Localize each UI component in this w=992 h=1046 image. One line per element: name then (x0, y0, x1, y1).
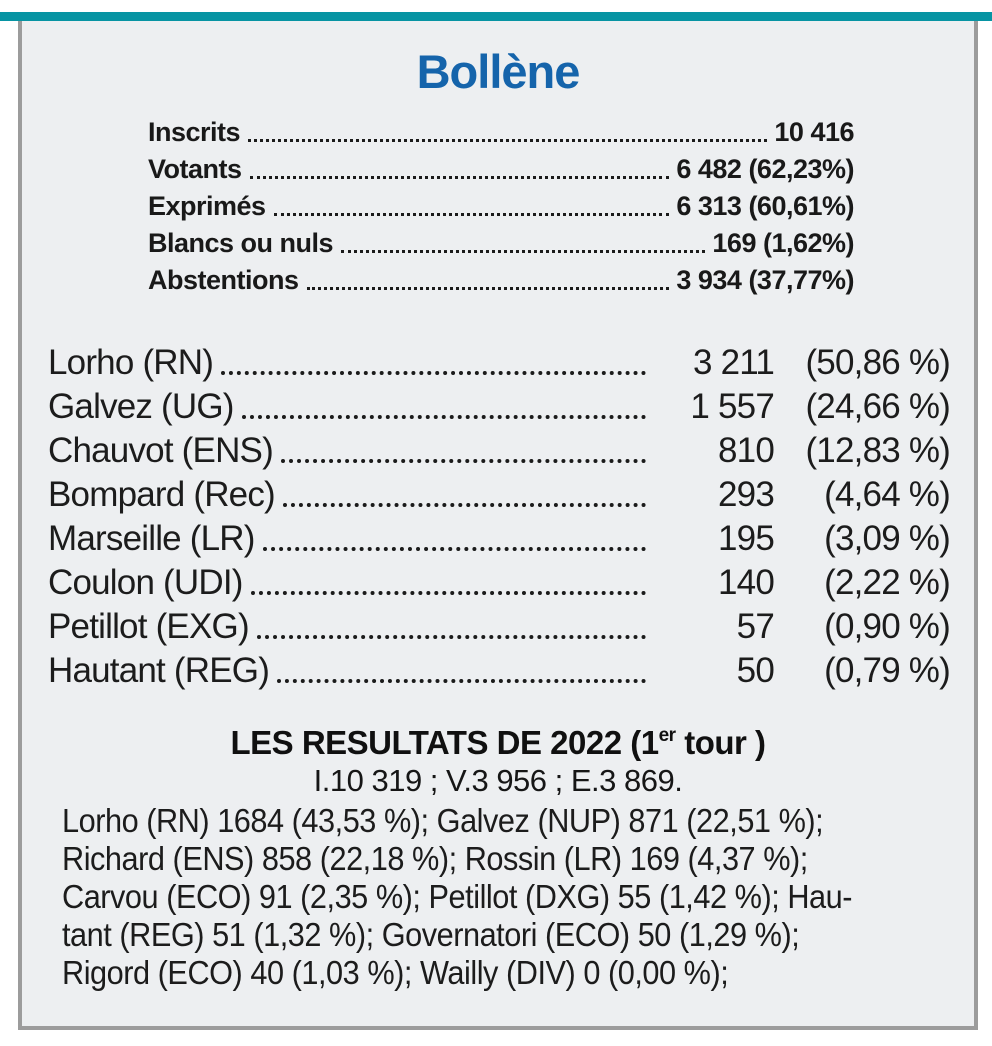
candidate-votes: 810 (718, 431, 774, 470)
candidate-percent: (50,86 %) (805, 343, 950, 382)
dot-leader (221, 371, 646, 375)
heading-text-suffix: tour ) (675, 724, 766, 761)
candidate-row (48, 429, 950, 473)
candidate-votes: 57 (736, 607, 774, 646)
dot-leader (281, 459, 646, 463)
candidate-row (48, 649, 950, 693)
candidate-percent: (0,90 %) (824, 607, 950, 646)
paragraph-line: Lorho (RN) 1684 (43,53 %); Galvez (NUP) 871 (22,51 %); (62, 802, 824, 839)
candidate-votes: 140 (718, 563, 774, 602)
candidate-percent: (4,64 %) (824, 475, 950, 514)
teal-accent-bar (0, 12, 992, 21)
candidate-name: Lorho (RN) (48, 343, 214, 382)
dot-leader (307, 287, 670, 290)
dot-leader (277, 679, 646, 683)
dot-leader (257, 635, 646, 639)
candidate-percent: (2,22 %) (824, 563, 950, 602)
previous-summary-line: I.10 319 ; V.3 956 ; E.3 869. (313, 763, 683, 798)
dot-leader (283, 503, 646, 507)
candidate-name: Chauvot (ENS) (48, 431, 273, 470)
dot-leader (250, 176, 670, 179)
paragraph-line: Rigord (ECO) 40 (1,03 %); Wailly (DIV) 0 (0,00 %); (62, 954, 729, 991)
turnout-label: Blancs ou nuls (148, 228, 334, 258)
candidate-name: Marseille (LR) (48, 519, 255, 558)
heading-superscript: er (658, 725, 676, 746)
dot-leader (248, 139, 767, 142)
previous-results-heading (22, 723, 974, 763)
candidate-votes: 293 (718, 475, 774, 514)
candidate-results-section (48, 341, 950, 693)
dot-leader (341, 250, 705, 253)
turnout-value: 169 (1,62%) (712, 228, 854, 258)
candidate-votes: 3 211 (693, 343, 774, 382)
candidate-name: Hautant (REG) (48, 651, 270, 690)
turnout-label: Exprimés (148, 191, 266, 221)
turnout-label: Abstentions (148, 265, 299, 295)
candidate-name: Bompard (Rec) (48, 475, 275, 514)
candidate-name: Galvez (UG) (48, 387, 234, 426)
city-title: Bollène (416, 45, 580, 98)
previous-results-paragraph (62, 802, 936, 992)
turnout-value: 6 313 (60,61%) (676, 191, 854, 221)
turnout-row (148, 262, 854, 299)
candidate-row (48, 605, 950, 649)
candidate-percent: (3,09 %) (824, 519, 950, 558)
candidate-name: Coulon (UDI) (48, 563, 243, 602)
turnout-row (148, 151, 854, 188)
dot-leader (242, 415, 646, 419)
paragraph-line: Carvou (ECO) 91 (2,35 %); Petillot (DXG) 55 (1,42 %); Hau- (62, 878, 853, 915)
turnout-row (148, 114, 854, 151)
candidate-votes: 195 (718, 519, 774, 558)
turnout-row (148, 188, 854, 225)
candidate-row (48, 517, 950, 561)
dot-leader (263, 547, 646, 551)
candidate-row (48, 385, 950, 429)
candidate-votes: 1 557 (690, 387, 774, 426)
candidate-votes: 50 (736, 651, 774, 690)
turnout-section (148, 114, 854, 299)
turnout-value: 3 934 (37,77%) (676, 265, 854, 295)
candidate-percent: (0,79 %) (824, 651, 950, 690)
results-panel (18, 15, 978, 1030)
candidate-row (48, 341, 950, 385)
turnout-row (148, 225, 854, 262)
heading-text: LES RESULTATS DE 2022 (1 (230, 724, 659, 761)
turnout-value: 10 416 (774, 117, 854, 147)
candidate-percent: (12,83 %) (805, 431, 950, 470)
paragraph-line: Richard (ENS) 858 (22,18 %); Rossin (LR) 169 (4,37 %); (62, 840, 808, 877)
dot-leader (251, 591, 646, 595)
candidate-percent: (24,66 %) (805, 387, 950, 426)
candidate-name: Petillot (EXG) (48, 607, 249, 646)
paragraph-line: tant (REG) 51 (1,32 %); Governatori (ECO) 50 (1,29 %); (62, 916, 800, 953)
turnout-label: Votants (148, 154, 242, 184)
candidate-row (48, 561, 950, 605)
turnout-value: 6 482 (62,23%) (676, 154, 854, 184)
dot-leader (274, 213, 670, 216)
turnout-label: Inscrits (148, 117, 241, 147)
candidate-row (48, 473, 950, 517)
